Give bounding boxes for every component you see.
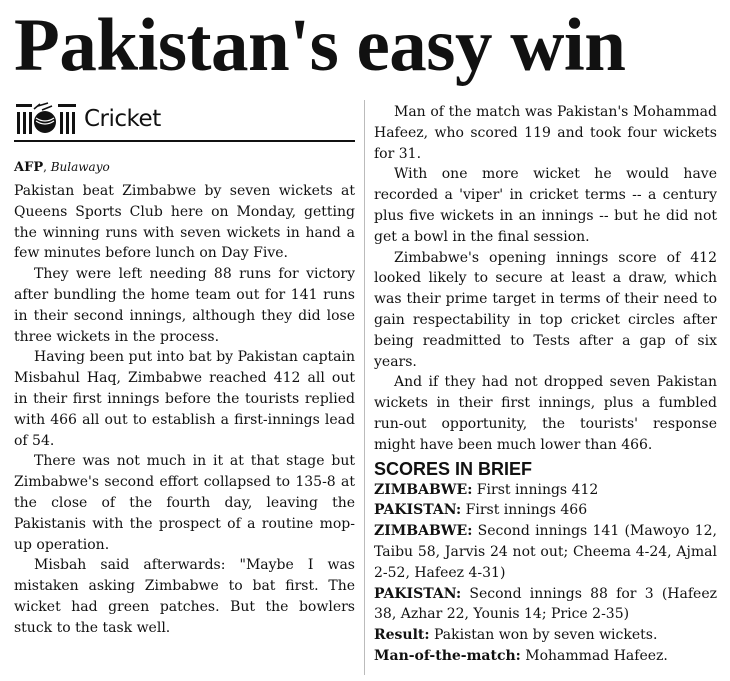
paragraph: Misbah said afterwards: "Maybe I was mistaken asking Zimbabwe to bat first. The wicket had green patches. But the bowlers stuck to the task well. <box>14 557 355 636</box>
article-column-left <box>14 98 355 639</box>
score-label: PAKISTAN: <box>374 585 462 602</box>
score-line <box>374 584 717 626</box>
byline-separator: , <box>43 160 51 174</box>
score-text: Second innings 88 for 3 (Hafeez 38, Azhar 22, Younis 14; Price 2-35) <box>374 585 717 623</box>
score-label: Result: <box>374 627 430 644</box>
score-label: PAKISTAN: <box>374 502 462 519</box>
score-line <box>374 646 717 667</box>
paragraph: They were left needing 88 runs for victory after bundling the home team out for 141 runs in their second innings, although they did lose three wickets in the process. <box>14 266 355 345</box>
section-tag <box>14 98 355 142</box>
paragraph: Having been put into bat by Pakistan captain Misbahul Haq, Zimbabwe reached 412 all out in their first innings before the tourists replied with 466 all out to establish a first-innings lead of 54. <box>14 349 355 449</box>
paragraph: With one more wicket he would have recorded a 'viper' in cricket terms -- a century plus five wickets in an innings -- but he did not get a bowl in the final session. <box>374 166 717 245</box>
score-line <box>374 500 717 521</box>
score-line <box>374 480 717 501</box>
score-label: Man-of-the-match: <box>374 647 521 664</box>
column-divider <box>364 100 365 675</box>
byline-agency: AFP <box>14 160 44 175</box>
score-line <box>374 521 717 583</box>
paragraph: Man of the match was Pakistan's Mohammad Hafeez, who scored 119 and took four wickets for 31. <box>374 104 717 162</box>
cricket-stumps-ball-icon <box>14 102 80 136</box>
byline <box>14 158 355 177</box>
paragraph: There was not much in it at that stage but Zimbabwe's second effort collapsed to 135-8 at the close of the fourth day, leaving the Pakistanis with the prospect of a routine mop-up operation. <box>14 453 355 553</box>
score-text: Second innings 141 (Mawoyo 12, Taibu 58, Jarvis 24 not out; Cheema 4-24, Ajmal 2-52, Hafeez 4-31) <box>374 523 717 581</box>
score-text: First innings 466 <box>461 502 588 519</box>
article-column-right <box>374 102 717 667</box>
score-label: ZIMBABWE: <box>374 523 473 540</box>
score-line <box>374 625 717 646</box>
score-text: Mohammad Hafeez. <box>520 647 668 664</box>
paragraph: Zimbabwe's opening innings score of 412 looked likely to secure at least a draw, which was their prime target in terms of their need to gain respectability in top cricket circles after being readmitted to Tests after a gap of six years. <box>374 249 717 370</box>
score-label: ZIMBABWE: <box>374 481 473 498</box>
byline-place: Bulawayo <box>50 160 110 174</box>
score-text: First innings 412 <box>472 481 599 498</box>
paragraph: And if they had not dropped seven Pakistan wickets in their first innings, plus a fumbled run-out opportunity, the tourists' response might have been much lower than 466. <box>374 374 717 453</box>
paragraph: Pakistan beat Zimbabwe by seven wickets at Queens Sports Club here on Monday, getting the winning runs with seven wickets in hand a few minutes before lunch on Day Five. <box>14 183 355 262</box>
section-name: Cricket <box>84 105 161 132</box>
score-text: Pakistan won by seven wickets. <box>429 627 658 644</box>
headline: Pakistan's easy win <box>14 4 626 87</box>
scores-heading: SCORES IN BRIEF <box>374 458 533 479</box>
